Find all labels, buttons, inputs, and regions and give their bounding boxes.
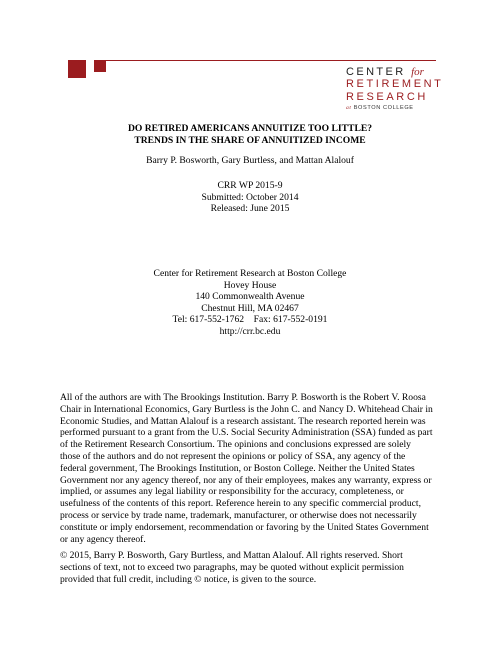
disclaimer-line: or any agency thereof.	[60, 533, 146, 545]
address-block	[0, 268, 500, 338]
disclaimer-line: implied, or assumes any legal liability or responsibility for the accuracy, completeness, or	[60, 486, 404, 498]
address-city: Chestnut Hill, MA 02467	[201, 302, 299, 314]
disclaimer-paragraph	[60, 392, 450, 545]
copyright-line: sections of text, not to exceed two paragraphs, may be quoted without explicit permission	[60, 561, 404, 573]
address-building: Hovey House	[223, 279, 277, 291]
address-url[interactable]: http://crr.bc.edu	[219, 325, 281, 337]
disclaimer-line: federal government, The Brookings Institution, or Boston College. Neither the United States	[60, 462, 415, 474]
paper-title	[0, 123, 500, 146]
disclaimer-line: constitute or imply endorsement, recommendation or favoring by the United States Government	[60, 521, 429, 533]
disclaimer-line: process or service by trade name, trademark, manufacturer, or otherwise does not necessarily	[60, 509, 417, 521]
disclaimer-line: usefulness of the contents of this report. Reference herein to any specific commercial product,	[60, 498, 421, 510]
logo-line-boston-college: BOSTON COLLEGE	[353, 105, 414, 111]
copyright-line: provided that full credit, including © notice, is given to the source.	[60, 573, 317, 585]
disclaimer-line: Chair in International Economics, Gary Burtless is the John C. and Nancy D. Whitehead Chair in	[60, 403, 433, 415]
address-phones: Tel: 617-552-1762 Fax: 617-552-0191	[172, 314, 328, 326]
logo-square-small	[94, 60, 106, 72]
logo-line-center: CENTER	[346, 66, 406, 78]
disclaimer-line: of the Retirement Research Consortium. The opinions and conclusions expressed are solely	[60, 439, 411, 451]
header-rule	[106, 60, 436, 61]
disclaimer-line: Economic Studies, and Mattan Alalouf is a research assistant. The research reported herein was	[60, 415, 426, 427]
logo-square-large	[68, 60, 86, 78]
working-paper-number: CRR WP 2015-9	[217, 180, 283, 191]
address-org: Center for Retirement Research at Boston College	[153, 268, 347, 279]
paper-meta	[0, 180, 500, 215]
released-date: Released: June 2015	[210, 203, 290, 215]
logo-line-retirement: RETIREMENT	[346, 78, 444, 90]
disclaimer-line: Government nor any agency thereof, nor any of their employees, makes any warranty, express or	[60, 474, 432, 486]
disclaimer-line: All of the authors are with The Brookings Institution. Barry P. Bosworth is the Robert V. Roosa	[60, 392, 426, 403]
disclaimer-line: performed pursuant to a grant from the U.S. Social Security Administration (SSA) funded as part	[60, 427, 433, 439]
logo-for: for	[411, 66, 424, 78]
title-line-2: TRENDS IN THE SHARE OF ANNUITIZED INCOME	[134, 134, 366, 146]
copyright-paragraph	[60, 550, 450, 585]
disclaimer-line: those of the authors and do not represent the opinions or policy of SSA, any agency of the	[60, 450, 406, 462]
submitted-date: Submitted: October 2014	[201, 191, 299, 203]
logo-line-research: RESEARCH	[346, 91, 428, 103]
authors: Barry P. Bosworth, Gary Burtless, and Mattan Alalouf	[146, 155, 354, 166]
copyright-line: © 2015, Barry P. Bosworth, Gary Burtless, and Mattan Alalouf. All rights reserved. Short	[60, 550, 403, 561]
address-street: 140 Commonwealth Avenue	[195, 291, 305, 303]
crr-logo	[346, 66, 446, 112]
logo-at: at	[346, 105, 352, 111]
title-line-1: DO RETIRED AMERICANS ANNUITIZE TOO LITTLE?	[127, 123, 373, 134]
